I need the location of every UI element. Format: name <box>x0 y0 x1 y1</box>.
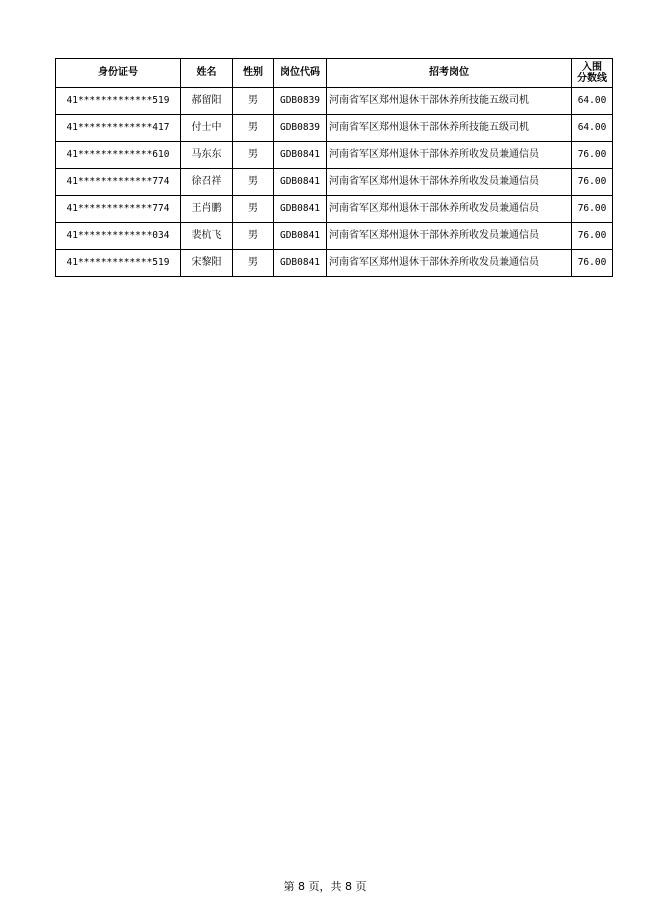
cell-score: 64.00 <box>572 115 613 142</box>
cell-sex: 男 <box>233 196 274 223</box>
cell-post: 河南省军区郑州退休干部休养所技能五级司机 <box>327 88 572 115</box>
page-footer: 第 8 页，共 8 页 <box>283 880 367 893</box>
header-name: 姓名 <box>181 59 233 88</box>
cell-score: 76.00 <box>572 142 613 169</box>
cell-name: 裴杭飞 <box>181 223 233 250</box>
cell-code: GDB0839 <box>274 88 327 115</box>
table-row <box>56 196 613 223</box>
cell-code: GDB0841 <box>274 250 327 277</box>
cell-sex: 男 <box>233 142 274 169</box>
cell-code: GDB0839 <box>274 115 327 142</box>
cell-score: 76.00 <box>572 223 613 250</box>
cell-sex: 男 <box>233 115 274 142</box>
table-row <box>56 169 613 196</box>
cell-id: 41*************774 <box>56 196 181 223</box>
cell-name: 王肖鹏 <box>181 196 233 223</box>
cell-id: 41*************417 <box>56 115 181 142</box>
cell-code: GDB0841 <box>274 142 327 169</box>
table-row <box>56 223 613 250</box>
results-table <box>55 58 613 277</box>
cell-post: 河南省军区郑州退休干部休养所收发员兼通信员 <box>327 250 572 277</box>
cell-id: 41*************519 <box>56 88 181 115</box>
cell-post: 河南省军区郑州退休干部休养所收发员兼通信员 <box>327 142 572 169</box>
cell-code: GDB0841 <box>274 196 327 223</box>
cell-sex: 男 <box>233 169 274 196</box>
cell-code: GDB0841 <box>274 169 327 196</box>
table-row <box>56 115 613 142</box>
cell-post: 河南省军区郑州退休干部休养所收发员兼通信员 <box>327 196 572 223</box>
cell-id: 41*************034 <box>56 223 181 250</box>
cell-name: 徐召祥 <box>181 169 233 196</box>
table-row <box>56 142 613 169</box>
table-header-row <box>56 59 613 88</box>
cell-sex: 男 <box>233 88 274 115</box>
header-code: 岗位代码 <box>274 59 327 88</box>
table-row <box>56 250 613 277</box>
cell-sex: 男 <box>233 223 274 250</box>
cell-name: 郝留阳 <box>181 88 233 115</box>
cell-id: 41*************774 <box>56 169 181 196</box>
cell-post: 河南省军区郑州退休干部休养所收发员兼通信员 <box>327 223 572 250</box>
cell-score: 76.00 <box>572 169 613 196</box>
cell-sex: 男 <box>233 250 274 277</box>
cell-score: 76.00 <box>572 196 613 223</box>
header-score-line2: 分数线 <box>577 73 607 84</box>
header-score <box>572 59 613 88</box>
cell-id: 41*************610 <box>56 142 181 169</box>
cell-score: 76.00 <box>572 250 613 277</box>
cell-id: 41*************519 <box>56 250 181 277</box>
header-sex: 性别 <box>233 59 274 88</box>
cell-code: GDB0841 <box>274 223 327 250</box>
cell-post: 河南省军区郑州退休干部休养所技能五级司机 <box>327 115 572 142</box>
header-post: 招考岗位 <box>327 59 572 88</box>
cell-name: 付士中 <box>181 115 233 142</box>
table-row <box>56 88 613 115</box>
header-id: 身份证号 <box>56 59 181 88</box>
cell-name: 宋黎阳 <box>181 250 233 277</box>
header-score-line1: 入围 <box>582 62 602 73</box>
cell-name: 马东东 <box>181 142 233 169</box>
table-body <box>56 88 613 277</box>
cell-score: 64.00 <box>572 88 613 115</box>
cell-post: 河南省军区郑州退休干部休养所收发员兼通信员 <box>327 169 572 196</box>
